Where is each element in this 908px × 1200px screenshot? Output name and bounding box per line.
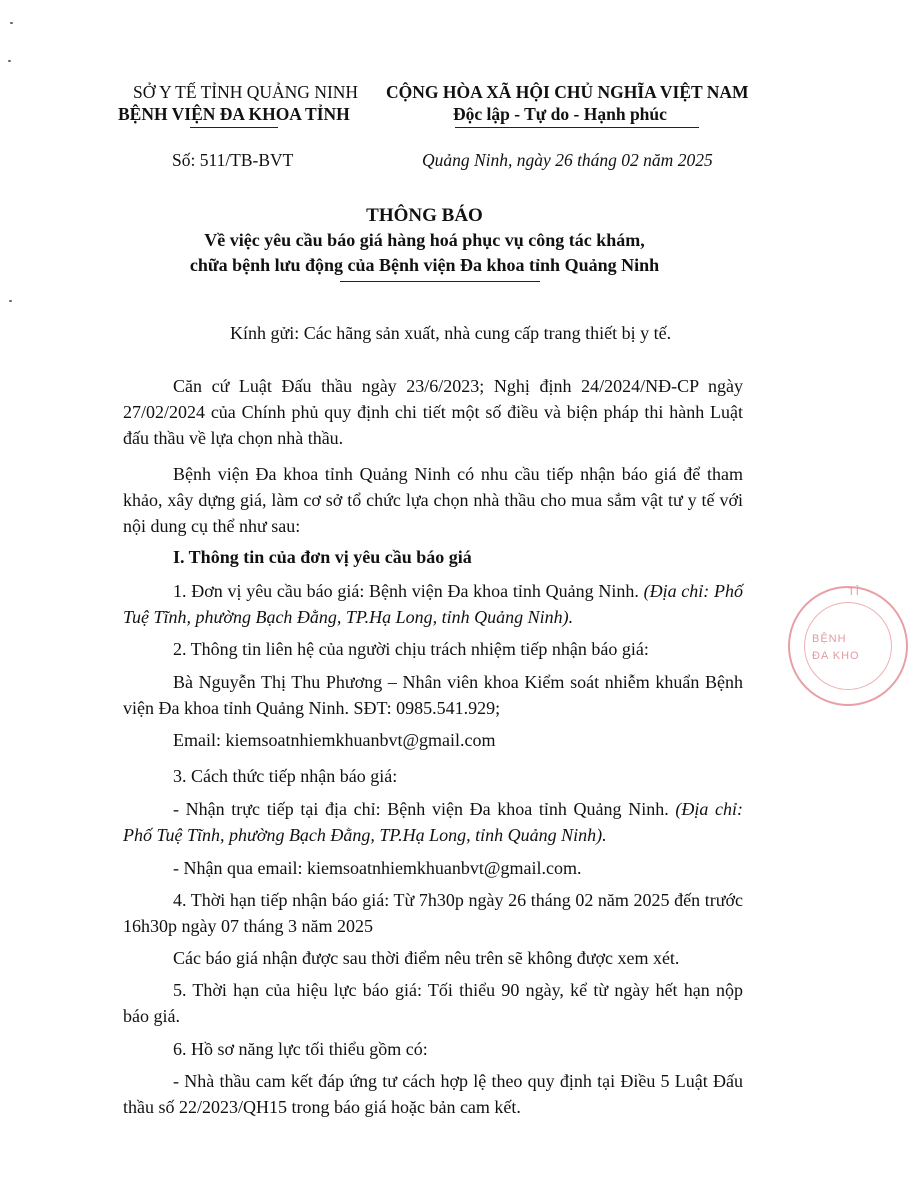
document-subject-line1: Về việc yêu cầu báo giá hàng hoá phục vụ công tác khám, [204,230,645,250]
issuer-hospital: BỆNH VIỆN ĐA KHOA TỈNH [118,104,350,124]
item-1 [123,578,743,630]
scan-speck [10,22,13,24]
issuer-department: SỞ Y TẾ TỈNH QUẢNG NINH [133,82,359,102]
scan-speck [9,300,12,302]
document-number: Số: 511/TB-BVT [172,150,294,170]
document-subject-line2: chữa bệnh lưu động của Bệnh viện Đa khoa tỉnh Quảng Ninh [189,255,660,275]
issuer-underline [190,127,278,128]
place-and-date: Quảng Ninh, ngày 26 tháng 02 năm 2025 [422,150,713,170]
item-2: 2. Thông tin liên hệ của người chịu trách nhiệm tiếp nhận báo giá: [173,639,649,659]
item-4: 4. Thời hạn tiếp nhận báo giá: Từ 7h30p ngày 26 tháng 02 năm 2025 đến trước 16h30p ngày 07 tháng 3 năm 2025 [123,890,743,936]
item-3-direct-address: (Địa chỉ: Phố Tuệ Tĩnh, phường Bạch Đằng, TP.Hạ Long, tỉnh Quảng Ninh). [123,799,743,845]
item-1-address: (Địa chỉ: Phố Tuệ Tĩnh, phường Bạch Đằng, TP.Hạ Long, tỉnh Quảng Ninh). [123,581,744,627]
item-3-direct [123,796,743,848]
scan-speck [8,60,11,62]
item-3-direct-text: - Nhận trực tiếp tại địa chỉ: Bệnh viện Đa khoa tỉnh Quảng Ninh. [173,799,676,819]
official-seal [788,586,908,706]
seal-text-line2: ĐA KHO [812,650,860,662]
title-underline [340,281,540,282]
recipient-line: Kính gửi: Các hãng sản xuất, nhà cung cấp trang thiết bị y tế. [230,323,672,343]
legal-basis-paragraph: Căn cứ Luật Đấu thầu ngày 23/6/2023; Nghị định 24/2024/NĐ-CP ngày 27/02/2024 của Chính phủ quy định chi tiết một số điều và biện pháp thi hành Luật đấu thầu về lựa chọn nhà thầu. [123,376,743,448]
contact-email: Email: kiemsoatnhiemkhuanbvt@gmail.com [173,730,496,750]
item-5: 5. Thời hạn của hiệu lực báo giá: Tối thiểu 90 ngày, kể từ ngày hết hạn nộp báo giá. [123,980,743,1026]
intro-paragraph: Bệnh viện Đa khoa tỉnh Quảng Ninh có nhu cầu tiếp nhận báo giá để tham khảo, xây dựng giá, làm cơ sở tổ chức lựa chọn nhà thầu cho mua sắm vật tư y tế với nội dung cụ thể như sau: [123,464,743,536]
item-1-text: 1. Đơn vị yêu cầu báo giá: Bệnh viện Đa khoa tỉnh Quảng Ninh. [173,581,644,601]
seal-text-top: TỈ [848,586,860,598]
item-4-note: Các báo giá nhận được sau thời điểm nêu trên sẽ không được xem xét. [173,948,680,968]
seal-text-line1: BỆNH [812,633,847,645]
item-3: 3. Cách thức tiếp nhận báo giá: [173,766,398,786]
item-6: 6. Hồ sơ năng lực tối thiểu gồm có: [173,1039,428,1059]
seal-inner-ring [804,602,892,690]
document-title: THÔNG BÁO [366,205,483,226]
item-6-a: - Nhà thầu cam kết đáp ứng tư cách hợp lệ theo quy định tại Điều 5 Luật Đấu thầu số 22/2023/QH15 trong báo giá hoặc bản cam kết. [123,1071,743,1117]
national-title: CỘNG HÒA XÃ HỘI CHỦ NGHĨA VIỆT NAM [386,82,749,102]
section-1-heading: I. Thông tin của đơn vị yêu cầu báo giá [173,547,472,567]
item-3-email: - Nhận qua email: kiemsoatnhiemkhuanbvt@gmail.com. [173,858,582,878]
contact-person: Bà Nguyễn Thị Thu Phương – Nhân viên khoa Kiểm soát nhiễm khuẩn Bệnh viện Đa khoa tỉnh Quảng Ninh. SĐT: 0985.541.929; [123,672,743,718]
motto-underline [455,127,699,128]
national-motto: Độc lập - Tự do - Hạnh phúc [453,104,667,124]
